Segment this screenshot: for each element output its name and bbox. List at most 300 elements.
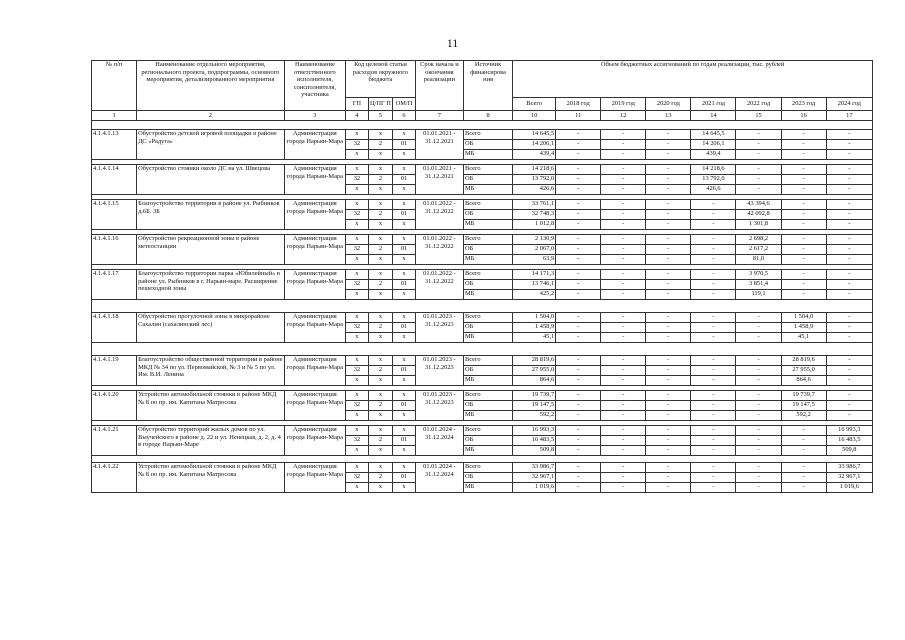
year-value: - xyxy=(736,391,781,401)
year-value: - xyxy=(556,200,601,210)
total-value: 592,2 xyxy=(513,411,556,421)
year-value: - xyxy=(556,483,601,493)
code-cp: х xyxy=(368,463,393,473)
year-value: - xyxy=(601,376,646,386)
total-value: 19 739,7 xyxy=(513,391,556,401)
year-value: - xyxy=(556,165,601,175)
table-row xyxy=(92,426,873,436)
code-cp: х xyxy=(368,130,393,140)
source: ОБ xyxy=(463,245,512,255)
total-value: 1 504,0 xyxy=(513,313,556,323)
code-om: 01 xyxy=(393,401,416,411)
column-number: 17 xyxy=(826,111,872,121)
year-value: - xyxy=(691,446,736,456)
year-value: - xyxy=(781,220,826,230)
year-value: - xyxy=(826,366,872,376)
year-value: - xyxy=(601,140,646,150)
year-value: - xyxy=(556,401,601,411)
code-gp: х xyxy=(346,356,369,366)
item-number: 4.1.4.1.18 xyxy=(92,313,137,343)
year-value: 42 092,8 xyxy=(736,210,781,220)
year-value: - xyxy=(601,473,646,483)
year-value: 16 993,3 xyxy=(826,426,872,436)
item-number: 4.1.4.1.16 xyxy=(92,235,137,265)
year-value: - xyxy=(826,401,872,411)
code-cp: х xyxy=(368,391,393,401)
year-value: - xyxy=(781,200,826,210)
year-value: 81,0 xyxy=(736,255,781,265)
table-row xyxy=(92,130,873,140)
header-code-cp: Ц/ПГ П xyxy=(368,98,393,111)
table-body xyxy=(92,121,873,493)
header-year: 2018 год xyxy=(556,98,601,111)
header-year: 2019 год xyxy=(601,98,646,111)
code-om: 01 xyxy=(393,210,416,220)
code-gp: х xyxy=(346,376,369,386)
year-value: - xyxy=(736,463,781,473)
column-number: 2 xyxy=(137,111,285,121)
term: 01.01.2021 - 31.12.2021 xyxy=(415,165,463,195)
responsible: Администрация города Нарьян-Мара xyxy=(284,270,345,300)
year-value: - xyxy=(691,313,736,323)
total-value: 2 067,0 xyxy=(513,245,556,255)
year-value: - xyxy=(556,391,601,401)
row-spacer xyxy=(92,343,873,356)
year-value: 864,6 xyxy=(781,376,826,386)
source: Всего xyxy=(463,356,512,366)
term: 01.01.2024 - 31.12.2024 xyxy=(415,426,463,456)
code-gp: 32 xyxy=(346,473,369,483)
year-value: - xyxy=(601,255,646,265)
item-name: Благоустройство территории в районе ул. Рыбников д.6Б. 3Б xyxy=(137,200,285,230)
header-year: 2022 год xyxy=(736,98,781,111)
year-value: - xyxy=(601,333,646,343)
year-value: - xyxy=(646,245,691,255)
term: 01.01.2022 - 31.12.2022 xyxy=(415,200,463,230)
year-value: - xyxy=(601,366,646,376)
year-value: - xyxy=(646,200,691,210)
term: 01.01.2023 - 31.12.2023 xyxy=(415,356,463,386)
code-om: х xyxy=(393,333,416,343)
total-value: 14 218,6 xyxy=(513,165,556,175)
year-value: - xyxy=(691,391,736,401)
year-value: 3 970,5 xyxy=(736,270,781,280)
column-number: 16 xyxy=(781,111,826,121)
source: Всего xyxy=(463,313,512,323)
code-gp: х xyxy=(346,391,369,401)
source: МБ xyxy=(463,150,512,160)
header-code: Код целевой статьи расходов окружного бюджета xyxy=(346,61,416,98)
total-value: 19 147,5 xyxy=(513,401,556,411)
year-value: - xyxy=(826,270,872,280)
year-value: - xyxy=(736,150,781,160)
year-value: - xyxy=(601,270,646,280)
term: 01.01.2024 - 31.12.2024 xyxy=(415,463,463,493)
code-om: х xyxy=(393,220,416,230)
year-value: 14 206,1 xyxy=(691,140,736,150)
code-cp: 2 xyxy=(368,175,393,185)
year-value: - xyxy=(646,165,691,175)
year-value: 16 483,5 xyxy=(826,436,872,446)
column-number: 14 xyxy=(691,111,736,121)
table-row xyxy=(92,391,873,401)
term: 01.01.2022 - 31.12.2022 xyxy=(415,270,463,300)
code-cp: 2 xyxy=(368,210,393,220)
year-value: - xyxy=(691,270,736,280)
year-value: - xyxy=(826,130,872,140)
code-om: х xyxy=(393,356,416,366)
item-name: Устройство автомобильной стоянки в районе МКД № 8 по пр. им. Капитана Матросова xyxy=(137,391,285,421)
table-row xyxy=(92,235,873,245)
header-code-om: ОМ/П xyxy=(393,98,416,111)
source: МБ xyxy=(463,446,512,456)
code-cp: х xyxy=(368,333,393,343)
item-name: Обустройство детской игровой площадки в районе ДС «Радуга» xyxy=(137,130,285,160)
year-value: - xyxy=(826,391,872,401)
year-value: - xyxy=(646,436,691,446)
year-value: 509,8 xyxy=(826,446,872,456)
code-gp: х xyxy=(346,165,369,175)
code-gp: 32 xyxy=(346,245,369,255)
item-name: Обустройство территорий жилых домов по ул. Выучейского в районе д. 22 и ул. Ненецкая, д. 2, д. 4 в городе Нарьян-Маре xyxy=(137,426,285,456)
column-number: 12 xyxy=(601,111,646,121)
table-row xyxy=(92,463,873,473)
year-value: - xyxy=(646,140,691,150)
year-value: - xyxy=(691,376,736,386)
source: Всего xyxy=(463,235,512,245)
source: Всего xyxy=(463,200,512,210)
year-value: 119,1 xyxy=(736,290,781,300)
code-cp: х xyxy=(368,270,393,280)
year-value: - xyxy=(556,463,601,473)
year-value: - xyxy=(781,290,826,300)
total-value: 509,8 xyxy=(513,446,556,456)
year-value: - xyxy=(646,463,691,473)
year-value: - xyxy=(646,446,691,456)
source: МБ xyxy=(463,483,512,493)
total-value: 33 761,1 xyxy=(513,200,556,210)
source: ОБ xyxy=(463,323,512,333)
year-value: - xyxy=(736,426,781,436)
item-name: Обустройство стоянки около ДС на ул. Швецова xyxy=(137,165,285,195)
item-name: Благоустройство территории парка «Юбилейный» в районе ул. Рыбников в г. Нарьян-маре. Расширение пешеходной зоны xyxy=(137,270,285,300)
total-value: 439,4 xyxy=(513,150,556,160)
year-value: - xyxy=(781,446,826,456)
year-value: - xyxy=(736,185,781,195)
year-value: - xyxy=(646,220,691,230)
year-value: - xyxy=(556,426,601,436)
column-number: 10 xyxy=(513,111,556,121)
year-value: - xyxy=(601,150,646,160)
year-value: - xyxy=(826,290,872,300)
year-value: 2 617,2 xyxy=(736,245,781,255)
year-value: - xyxy=(826,150,872,160)
item-number: 4.1.4.1.20 xyxy=(92,391,137,421)
year-value: - xyxy=(691,245,736,255)
item-name: Обустройство рекреационной зоны в районе метеостанции xyxy=(137,235,285,265)
year-value: - xyxy=(646,401,691,411)
code-om: х xyxy=(393,235,416,245)
source: ОБ xyxy=(463,140,512,150)
year-value: - xyxy=(601,401,646,411)
year-value: 27 955,0 xyxy=(781,366,826,376)
year-value: - xyxy=(781,175,826,185)
year-value: - xyxy=(691,280,736,290)
code-cp: х xyxy=(368,426,393,436)
year-value: - xyxy=(601,411,646,421)
year-value: - xyxy=(646,235,691,245)
source: МБ xyxy=(463,376,512,386)
code-gp: 32 xyxy=(346,140,369,150)
year-value: - xyxy=(736,323,781,333)
year-value: - xyxy=(781,165,826,175)
code-gp: х xyxy=(346,255,369,265)
code-cp: х xyxy=(368,200,393,210)
code-gp: х xyxy=(346,411,369,421)
column-number: 13 xyxy=(646,111,691,121)
column-number: 11 xyxy=(556,111,601,121)
year-value: - xyxy=(781,463,826,473)
year-value: - xyxy=(601,185,646,195)
code-cp: х xyxy=(368,483,393,493)
year-value: - xyxy=(556,473,601,483)
responsible: Администрация города Нарьян-Мара xyxy=(284,356,345,386)
year-value: - xyxy=(736,366,781,376)
year-value: - xyxy=(601,426,646,436)
year-value: - xyxy=(556,376,601,386)
year-value: 19 739,7 xyxy=(781,391,826,401)
year-value: - xyxy=(646,376,691,386)
total-value: 13 792,0 xyxy=(513,175,556,185)
year-value: - xyxy=(601,356,646,366)
year-value: - xyxy=(691,473,736,483)
year-value: - xyxy=(556,185,601,195)
source: ОБ xyxy=(463,280,512,290)
year-value: - xyxy=(691,436,736,446)
year-value: - xyxy=(736,446,781,456)
code-om: х xyxy=(393,426,416,436)
total-value: 32 748,3 xyxy=(513,210,556,220)
year-value: - xyxy=(646,175,691,185)
code-cp: х xyxy=(368,220,393,230)
year-value: - xyxy=(736,473,781,483)
item-name: Благоустройство общественной территории в районе МКД № 34 по ул. Первомайской, № 3 и № 5 по ул. Им. В.И. Ленина xyxy=(137,356,285,386)
year-value: - xyxy=(646,130,691,140)
item-number: 4.1.4.1.13 xyxy=(92,130,137,160)
code-om: х xyxy=(393,130,416,140)
code-gp: х xyxy=(346,235,369,245)
total-value: 1 458,9 xyxy=(513,323,556,333)
header-year: 2023 год xyxy=(781,98,826,111)
code-cp: х xyxy=(368,235,393,245)
year-value: - xyxy=(601,483,646,493)
year-value: 1 458,9 xyxy=(781,323,826,333)
header-term: Срок начала и окончания реализации xyxy=(415,61,463,111)
year-value: - xyxy=(556,323,601,333)
year-value: 426,6 xyxy=(691,185,736,195)
responsible: Администрация города Нарьян-Мара xyxy=(284,130,345,160)
column-number: 15 xyxy=(736,111,781,121)
responsible: Администрация города Нарьян-Мара xyxy=(284,463,345,493)
year-value: - xyxy=(736,130,781,140)
year-value: 33 986,7 xyxy=(826,463,872,473)
year-value: - xyxy=(691,290,736,300)
code-gp: х xyxy=(346,446,369,456)
year-value: - xyxy=(556,220,601,230)
code-om: х xyxy=(393,200,416,210)
code-om: х xyxy=(393,376,416,386)
code-om: х xyxy=(393,290,416,300)
year-value: - xyxy=(781,245,826,255)
year-value: 14 645,5 xyxy=(691,130,736,140)
column-number: 3 xyxy=(284,111,345,121)
year-value: - xyxy=(646,313,691,323)
year-value: - xyxy=(691,411,736,421)
year-value: - xyxy=(691,356,736,366)
code-gp: х xyxy=(346,483,369,493)
year-value: - xyxy=(601,446,646,456)
year-value: - xyxy=(826,376,872,386)
total-value: 1 019,6 xyxy=(513,483,556,493)
code-gp: 32 xyxy=(346,280,369,290)
year-value: - xyxy=(736,140,781,150)
year-value: - xyxy=(691,366,736,376)
year-value: - xyxy=(691,220,736,230)
year-value: - xyxy=(826,175,872,185)
year-value: - xyxy=(691,323,736,333)
code-gp: х xyxy=(346,333,369,343)
year-value: - xyxy=(736,356,781,366)
item-name: Устройство автомобильной стоянки в районе МКД № 8 по пр. им. Капитана Матросова xyxy=(137,463,285,493)
responsible: Администрация города Нарьян-Мара xyxy=(284,235,345,265)
year-value: - xyxy=(781,185,826,195)
row-spacer xyxy=(92,300,873,313)
source: ОБ xyxy=(463,210,512,220)
code-om: х xyxy=(393,165,416,175)
year-value: - xyxy=(646,280,691,290)
year-value: - xyxy=(826,185,872,195)
year-value: - xyxy=(601,280,646,290)
item-number: 4.1.4.1.14 xyxy=(92,165,137,195)
column-number: 8 xyxy=(463,111,512,121)
year-value: - xyxy=(781,210,826,220)
year-value: - xyxy=(556,130,601,140)
code-om: х xyxy=(393,185,416,195)
header-year: 2024 год xyxy=(826,98,872,111)
code-gp: 32 xyxy=(346,366,369,376)
year-value: 1 019,6 xyxy=(826,483,872,493)
item-name: Обустройство прогулочной зоны в микрорайоне Сахалин (сахалинский лес) xyxy=(137,313,285,343)
year-value: - xyxy=(691,200,736,210)
year-value: - xyxy=(646,270,691,280)
year-value: - xyxy=(601,463,646,473)
responsible: Администрация города Нарьян-Мара xyxy=(284,391,345,421)
year-value: - xyxy=(781,130,826,140)
code-om: 01 xyxy=(393,245,416,255)
year-value: - xyxy=(646,483,691,493)
year-value: - xyxy=(826,356,872,366)
code-cp: х xyxy=(368,356,393,366)
code-gp: х xyxy=(346,463,369,473)
total-value: 28 819,6 xyxy=(513,356,556,366)
code-cp: х xyxy=(368,376,393,386)
term: 01.01.2023 - 31.12.2023 xyxy=(415,313,463,343)
table-row xyxy=(92,270,873,280)
column-numbers-row xyxy=(92,111,873,121)
year-value: 45,1 xyxy=(781,333,826,343)
year-value: - xyxy=(826,255,872,265)
year-value: - xyxy=(646,290,691,300)
year-value: 439,4 xyxy=(691,150,736,160)
code-om: х xyxy=(393,270,416,280)
code-gp: х xyxy=(346,426,369,436)
year-value: - xyxy=(826,313,872,323)
year-value: - xyxy=(601,313,646,323)
year-value: - xyxy=(601,323,646,333)
year-value: - xyxy=(556,366,601,376)
total-value: 16 993,3 xyxy=(513,426,556,436)
code-gp: 32 xyxy=(346,323,369,333)
year-value: 43 394,6 xyxy=(736,200,781,210)
year-value: - xyxy=(691,483,736,493)
table-row xyxy=(92,200,873,210)
table-row xyxy=(92,313,873,323)
code-gp: х xyxy=(346,185,369,195)
year-value: - xyxy=(646,255,691,265)
column-number: 4 xyxy=(346,111,369,121)
total-value: 32 967,1 xyxy=(513,473,556,483)
source: Всего xyxy=(463,130,512,140)
year-value: - xyxy=(646,323,691,333)
code-gp: 32 xyxy=(346,401,369,411)
total-value: 2 130,9 xyxy=(513,235,556,245)
year-value: - xyxy=(601,165,646,175)
source: Всего xyxy=(463,165,512,175)
code-om: х xyxy=(393,463,416,473)
source: ОБ xyxy=(463,366,512,376)
source: Всего xyxy=(463,463,512,473)
source: МБ xyxy=(463,255,512,265)
year-value: - xyxy=(691,210,736,220)
year-value: - xyxy=(736,313,781,323)
year-value: - xyxy=(736,411,781,421)
code-om: х xyxy=(393,313,416,323)
budget-table xyxy=(91,60,873,493)
code-om: х xyxy=(393,446,416,456)
year-value: - xyxy=(556,411,601,421)
source: МБ xyxy=(463,411,512,421)
year-value: - xyxy=(646,210,691,220)
column-number: 6 xyxy=(393,111,416,121)
code-om: 01 xyxy=(393,366,416,376)
header-year: 2021 год xyxy=(691,98,736,111)
year-value: - xyxy=(781,280,826,290)
code-cp: х xyxy=(368,165,393,175)
year-value: - xyxy=(556,175,601,185)
year-value: 32 967,1 xyxy=(826,473,872,483)
year-value: - xyxy=(736,175,781,185)
row-spacer xyxy=(92,121,873,130)
year-value: - xyxy=(646,333,691,343)
header-volume: Объем бюджетных ассигнований по годам реализации, тыс. рублей xyxy=(513,61,873,98)
year-value: - xyxy=(556,290,601,300)
code-om: 01 xyxy=(393,280,416,290)
header-name: Наименование отдельного мероприятия, регионального проекта, подпрограммы, основного мероприятия, детализированного мероприятия xyxy=(137,61,285,111)
year-value: - xyxy=(781,483,826,493)
responsible: Администрация города Нарьян-Мара xyxy=(284,200,345,230)
source: Всего xyxy=(463,391,512,401)
year-value: 19 147,5 xyxy=(781,401,826,411)
